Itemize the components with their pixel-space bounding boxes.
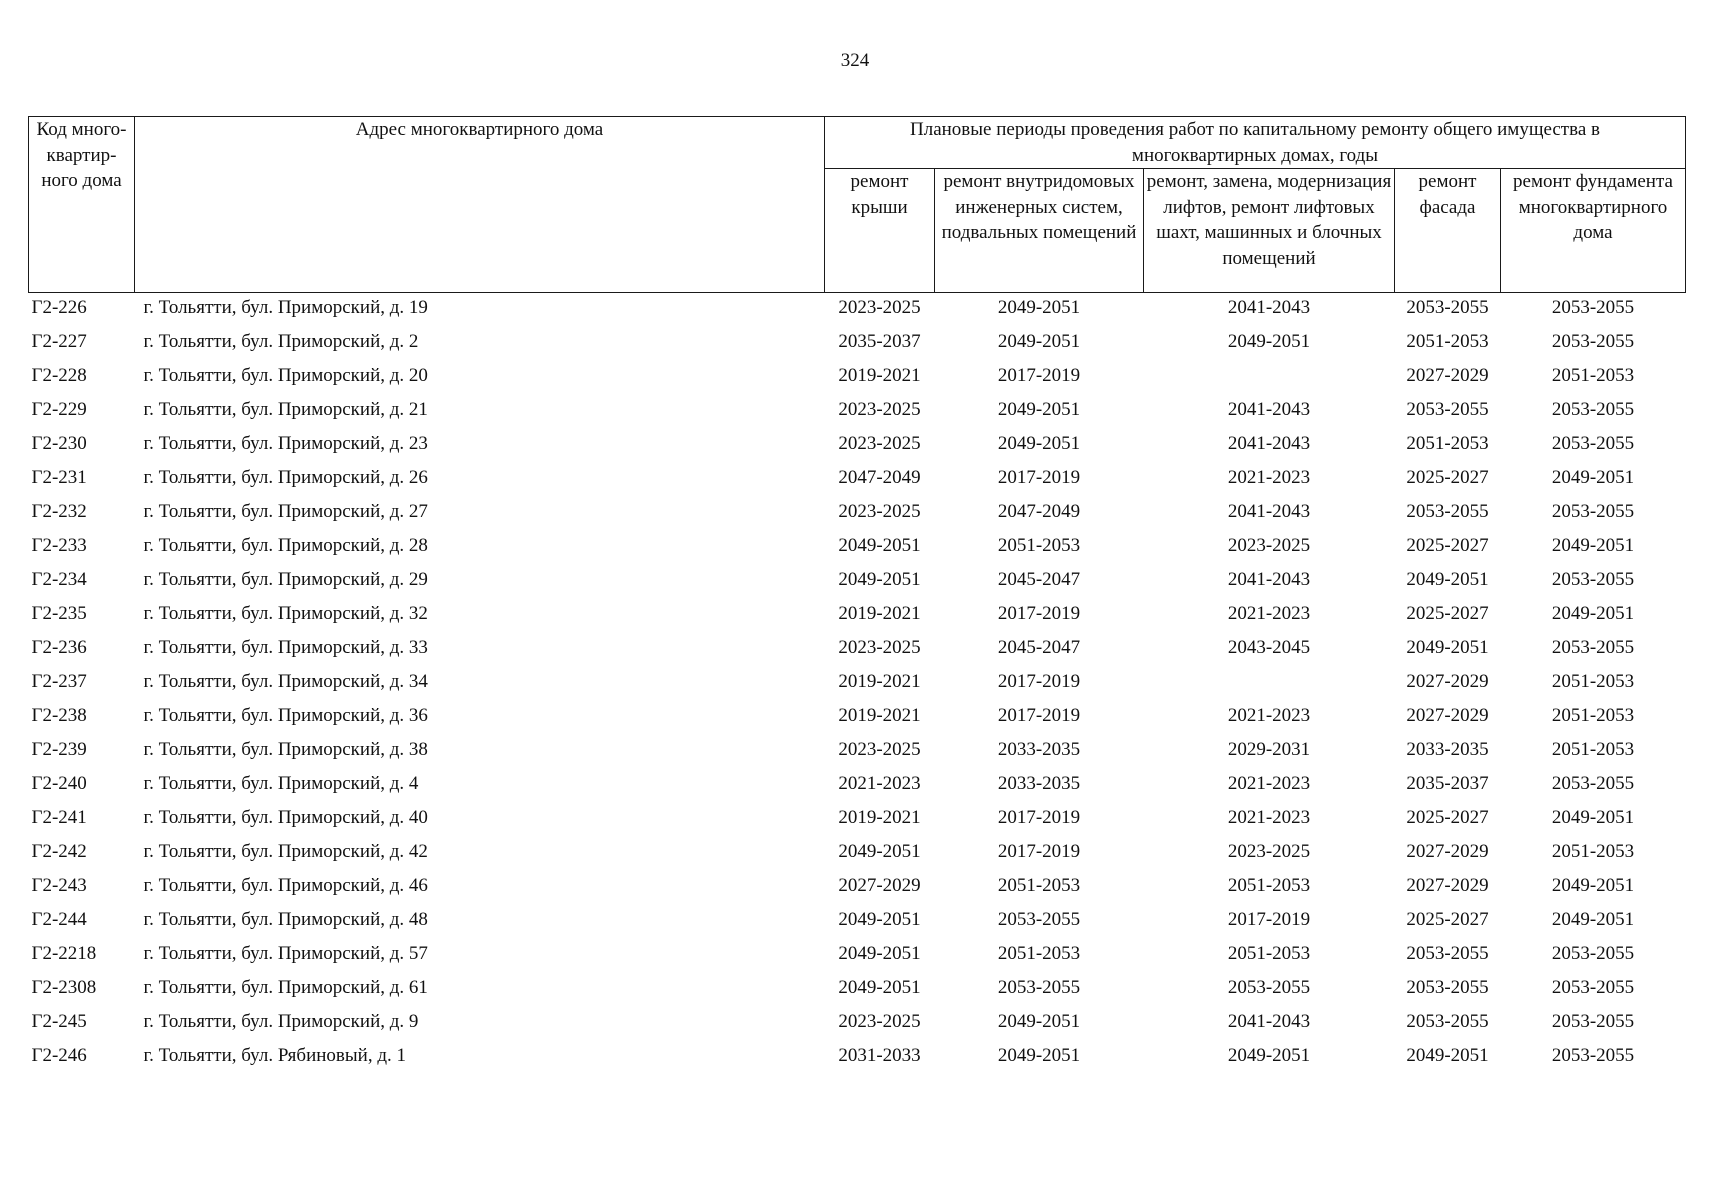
cell-address: г. Тольятти, бул. Приморский, д. 9 [143, 1011, 419, 1032]
cell-address: г. Тольятти, бул. Приморский, д. 42 [143, 841, 428, 862]
cell-elevators: 2043-2045 [1227, 637, 1311, 658]
cell-engineering: 2033-2035 [997, 739, 1081, 760]
cell-engineering: 2017-2019 [997, 365, 1081, 386]
cell-address: г. Тольятти, бул. Приморский, д. 23 [143, 433, 428, 454]
header-engineering: ремонт внутридомовых инженерных систем, подвальных помещений [935, 169, 1144, 293]
cell-address: г. Тольятти, бул. Приморский, д. 48 [143, 909, 428, 930]
cell-foundation: 2053-2055 [1551, 1011, 1635, 1032]
cell-engineering: 2045-2047 [997, 637, 1081, 658]
cell-roof: 2049-2051 [838, 841, 921, 862]
cell-engineering: 2047-2049 [997, 501, 1081, 522]
cell-roof: 2023-2025 [838, 433, 921, 454]
table-row [29, 701, 1686, 735]
cell-address: г. Тольятти, бул. Приморский, д. 57 [143, 943, 428, 964]
table-row [29, 497, 1686, 531]
table-row [29, 667, 1686, 701]
cell-code: Г2-235 [31, 603, 87, 624]
table-row [29, 361, 1686, 395]
cell-foundation: 2053-2055 [1551, 399, 1635, 420]
cell-roof: 2049-2051 [838, 535, 921, 556]
cell-roof: 2049-2051 [838, 943, 921, 964]
table-row [29, 531, 1686, 565]
cell-code: Г2-230 [31, 433, 87, 454]
cell-address: г. Тольятти, бул. Приморский, д. 19 [143, 297, 428, 318]
cell-foundation: 2053-2055 [1551, 943, 1635, 964]
cell-engineering: 2049-2051 [997, 1011, 1081, 1032]
cell-code: Г2-244 [31, 909, 87, 930]
cell-facade: 2025-2027 [1406, 807, 1489, 828]
cell-roof: 2023-2025 [838, 297, 921, 318]
cell-code: Г2-241 [31, 807, 87, 828]
cell-roof: 2023-2025 [838, 1011, 921, 1032]
cell-elevators: 2021-2023 [1227, 807, 1311, 828]
cell-engineering: 2033-2035 [997, 773, 1081, 794]
cell-code: Г2-232 [31, 501, 87, 522]
cell-foundation: 2053-2055 [1551, 1045, 1635, 1066]
cell-code: Г2-239 [31, 739, 87, 760]
table-row [29, 633, 1686, 667]
cell-foundation: 2049-2051 [1551, 603, 1635, 624]
cell-foundation: 2053-2055 [1551, 773, 1635, 794]
cell-engineering: 2017-2019 [997, 705, 1081, 726]
cell-facade: 2051-2053 [1406, 433, 1489, 454]
cell-facade: 2027-2029 [1406, 705, 1489, 726]
table-row [29, 293, 1686, 328]
cell-roof: 2019-2021 [838, 807, 921, 828]
cell-foundation: 2051-2053 [1551, 671, 1635, 692]
cell-address: г. Тольятти, бул. Приморский, д. 28 [143, 535, 428, 556]
cell-foundation: 2053-2055 [1551, 297, 1635, 318]
cell-address: г. Тольятти, бул. Приморский, д. 61 [143, 977, 428, 998]
cell-roof: 2021-2023 [838, 773, 921, 794]
cell-engineering: 2051-2053 [997, 535, 1081, 556]
cell-roof: 2019-2021 [838, 671, 921, 692]
cell-address: г. Тольятти, бул. Приморский, д. 33 [143, 637, 428, 658]
cell-facade: 2049-2051 [1406, 1045, 1489, 1066]
cell-foundation: 2053-2055 [1551, 331, 1635, 352]
cell-address: г. Тольятти, бул. Приморский, д. 27 [143, 501, 428, 522]
cell-elevators: 2041-2043 [1227, 501, 1311, 522]
cell-address: г. Тольятти, бул. Рябиновый, д. 1 [143, 1045, 406, 1066]
cell-address: г. Тольятти, бул. Приморский, д. 20 [143, 365, 428, 386]
cell-foundation: 2049-2051 [1551, 807, 1635, 828]
header-facade: ремонт фасада [1395, 169, 1501, 293]
cell-code: Г2-229 [31, 399, 87, 420]
cell-facade: 2053-2055 [1406, 297, 1489, 318]
cell-engineering: 2053-2055 [997, 909, 1081, 930]
cell-roof: 2047-2049 [838, 467, 921, 488]
cell-facade: 2025-2027 [1406, 535, 1489, 556]
cell-elevators: 2049-2051 [1227, 1045, 1311, 1066]
header-address: Адрес многоквартирного дома [135, 117, 825, 293]
cell-engineering: 2051-2053 [997, 875, 1081, 896]
cell-foundation: 2053-2055 [1551, 977, 1635, 998]
cell-address: г. Тольятти, бул. Приморский, д. 32 [143, 603, 428, 624]
cell-elevators: 2017-2019 [1227, 909, 1311, 930]
cell-engineering: 2049-2051 [997, 331, 1081, 352]
cell-facade: 2049-2051 [1406, 569, 1489, 590]
cell-code: Г2-2218 [31, 943, 97, 964]
cell-engineering: 2049-2051 [997, 399, 1081, 420]
cell-elevators: 2021-2023 [1227, 467, 1311, 488]
cell-elevators: 2029-2031 [1227, 739, 1311, 760]
cell-roof: 2035-2037 [838, 331, 921, 352]
table-row [29, 735, 1686, 769]
cell-elevators: 2021-2023 [1227, 603, 1311, 624]
table-row [29, 463, 1686, 497]
header-foundation: ремонт фундамента многоквартирного дома [1501, 169, 1686, 293]
cell-roof: 2023-2025 [838, 399, 921, 420]
cell-facade: 2053-2055 [1406, 399, 1489, 420]
cell-elevators: 2023-2025 [1227, 841, 1311, 862]
cell-facade: 2027-2029 [1406, 365, 1489, 386]
table-row [29, 769, 1686, 803]
header-roof: ремонт крыши [825, 169, 935, 293]
cell-foundation: 2053-2055 [1551, 569, 1635, 590]
table-row [29, 871, 1686, 905]
cell-code: Г2-245 [31, 1011, 87, 1032]
table-row [29, 837, 1686, 871]
cell-facade: 2053-2055 [1406, 1011, 1489, 1032]
cell-facade: 2049-2051 [1406, 637, 1489, 658]
cell-facade: 2053-2055 [1406, 943, 1489, 964]
cell-facade: 2051-2053 [1406, 331, 1489, 352]
cell-elevators: 2041-2043 [1227, 569, 1311, 590]
cell-engineering: 2017-2019 [997, 467, 1081, 488]
header-periods: Плановые периоды проведения работ по капитальному ремонту общего имущества в многоквартирных домах, годы [825, 117, 1686, 169]
table-row [29, 939, 1686, 973]
cell-foundation: 2051-2053 [1551, 365, 1635, 386]
cell-facade: 2025-2027 [1406, 467, 1489, 488]
cell-facade: 2033-2035 [1406, 739, 1489, 760]
cell-roof: 2049-2051 [838, 977, 921, 998]
table-row [29, 429, 1686, 463]
cell-elevators: 2021-2023 [1227, 705, 1311, 726]
cell-roof: 2027-2029 [838, 875, 921, 896]
cell-engineering: 2017-2019 [997, 603, 1081, 624]
cell-code: Г2-231 [31, 467, 87, 488]
table-row [29, 1041, 1686, 1075]
cell-address: г. Тольятти, бул. Приморский, д. 34 [143, 671, 428, 692]
cell-address: г. Тольятти, бул. Приморский, д. 38 [143, 739, 428, 760]
table-row [29, 905, 1686, 939]
cell-code: Г2-2308 [31, 977, 97, 998]
cell-foundation: 2051-2053 [1551, 841, 1635, 862]
cell-code: Г2-233 [31, 535, 87, 556]
cell-engineering: 2053-2055 [997, 977, 1081, 998]
cell-facade: 2053-2055 [1406, 501, 1489, 522]
cell-facade: 2025-2027 [1406, 603, 1489, 624]
cell-elevators: 2051-2053 [1227, 943, 1311, 964]
cell-facade: 2025-2027 [1406, 909, 1489, 930]
cell-roof: 2031-2033 [838, 1045, 921, 1066]
table-row [29, 1007, 1686, 1041]
cell-code: Г2-243 [31, 875, 87, 896]
cell-roof: 2019-2021 [838, 705, 921, 726]
cell-engineering: 2017-2019 [997, 807, 1081, 828]
cell-code: Г2-227 [31, 331, 87, 352]
cell-elevators: 2041-2043 [1227, 399, 1311, 420]
table-row [29, 327, 1686, 361]
cell-address: г. Тольятти, бул. Приморский, д. 46 [143, 875, 428, 896]
cell-roof: 2049-2051 [838, 569, 921, 590]
table-row [29, 565, 1686, 599]
cell-code: Г2-246 [31, 1045, 87, 1066]
cell-address: г. Тольятти, бул. Приморский, д. 4 [143, 773, 419, 794]
cell-code: Г2-238 [31, 705, 87, 726]
cell-address: г. Тольятти, бул. Приморский, д. 2 [143, 331, 419, 352]
cell-foundation: 2051-2053 [1551, 705, 1635, 726]
cell-elevators [1144, 667, 1395, 701]
cell-roof: 2019-2021 [838, 603, 921, 624]
cell-engineering: 2049-2051 [997, 297, 1081, 318]
cell-code: Г2-237 [31, 671, 87, 692]
cell-address: г. Тольятти, бул. Приморский, д. 36 [143, 705, 428, 726]
cell-address: г. Тольятти, бул. Приморский, д. 40 [143, 807, 428, 828]
cell-code: Г2-240 [31, 773, 87, 794]
cell-code: Г2-236 [31, 637, 87, 658]
cell-facade: 2027-2029 [1406, 875, 1489, 896]
cell-engineering: 2045-2047 [997, 569, 1081, 590]
table-row [29, 973, 1686, 1007]
cell-elevators: 2053-2055 [1227, 977, 1311, 998]
cell-foundation: 2053-2055 [1551, 501, 1635, 522]
table-header [29, 117, 1686, 293]
cell-foundation: 2051-2053 [1551, 739, 1635, 760]
cell-address: г. Тольятти, бул. Приморский, д. 26 [143, 467, 428, 488]
cell-facade: 2027-2029 [1406, 841, 1489, 862]
cell-address: г. Тольятти, бул. Приморский, д. 29 [143, 569, 428, 590]
cell-elevators: 2051-2053 [1227, 875, 1311, 896]
cell-roof: 2023-2025 [838, 637, 921, 658]
cell-engineering: 2049-2051 [997, 433, 1081, 454]
cell-elevators: 2021-2023 [1227, 773, 1311, 794]
table-row [29, 395, 1686, 429]
cell-engineering: 2017-2019 [997, 841, 1081, 862]
cell-foundation: 2049-2051 [1551, 467, 1635, 488]
cell-roof: 2023-2025 [838, 739, 921, 760]
cell-roof: 2049-2051 [838, 909, 921, 930]
cell-facade: 2035-2037 [1406, 773, 1489, 794]
cell-facade: 2053-2055 [1406, 977, 1489, 998]
table-row [29, 599, 1686, 633]
cell-elevators: 2041-2043 [1227, 297, 1311, 318]
cell-code: Г2-228 [31, 365, 87, 386]
cell-foundation: 2053-2055 [1551, 433, 1635, 454]
cell-foundation: 2049-2051 [1551, 535, 1635, 556]
cell-code: Г2-234 [31, 569, 87, 590]
page-number: 324 [840, 50, 870, 71]
table-body [29, 293, 1686, 1076]
cell-engineering: 2051-2053 [997, 943, 1081, 964]
cell-foundation: 2049-2051 [1551, 909, 1635, 930]
cell-foundation: 2053-2055 [1551, 637, 1635, 658]
header-elevators: ремонт, замена, модернизация лифтов, ремонт лифтовых шахт, машинных и блочных помещений [1144, 169, 1395, 293]
cell-elevators: 2023-2025 [1227, 535, 1311, 556]
cell-elevators: 2041-2043 [1227, 1011, 1311, 1032]
repair-schedule-table [28, 116, 1686, 1075]
cell-foundation: 2049-2051 [1551, 875, 1635, 896]
cell-address: г. Тольятти, бул. Приморский, д. 21 [143, 399, 428, 420]
cell-elevators: 2049-2051 [1227, 331, 1311, 352]
cell-elevators: 2041-2043 [1227, 433, 1311, 454]
cell-code: Г2-226 [31, 297, 87, 318]
cell-engineering: 2049-2051 [997, 1045, 1081, 1066]
table-row [29, 803, 1686, 837]
cell-engineering: 2017-2019 [997, 671, 1081, 692]
cell-roof: 2023-2025 [838, 501, 921, 522]
cell-elevators [1144, 361, 1395, 395]
cell-facade: 2027-2029 [1406, 671, 1489, 692]
cell-code: Г2-242 [31, 841, 87, 862]
cell-roof: 2019-2021 [838, 365, 921, 386]
header-code: Код много-квартир-ного дома [29, 117, 135, 293]
